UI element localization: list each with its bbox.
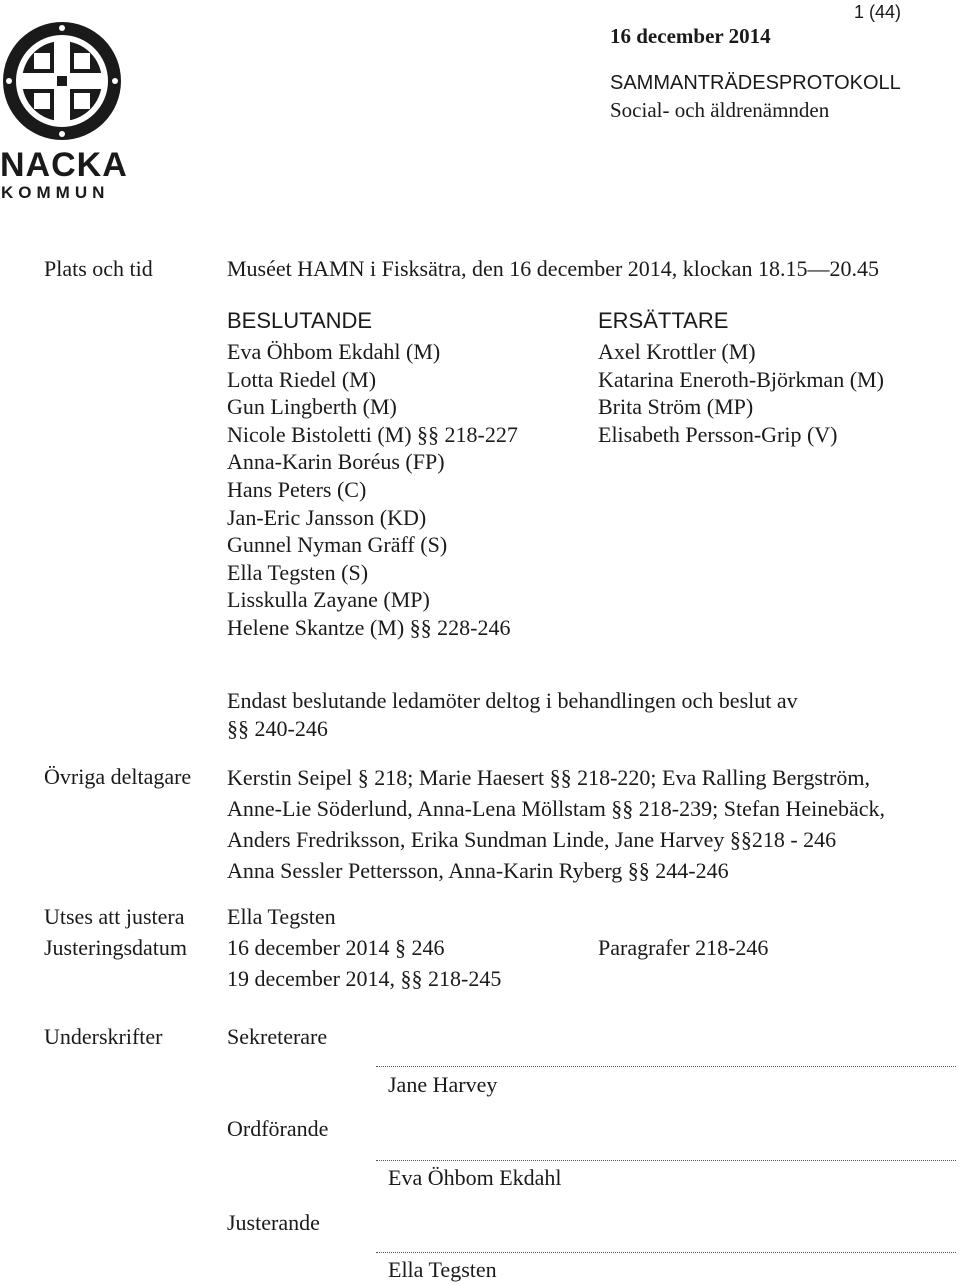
document-type: SAMMANTRÄDESPROTOKOLL — [610, 72, 901, 94]
committee-name: Social- och äldrenämnden — [610, 98, 830, 122]
list-item: Gun Lingberth (M) — [227, 394, 397, 420]
ovriga-list — [227, 762, 885, 886]
page-number: 1 (44) — [854, 2, 902, 22]
underskrifter-label: Underskrifter — [44, 1024, 163, 1049]
list-item: Kerstin Seipel § 218; Marie Haesert §§ 218-220; Eva Ralling Bergström, — [227, 765, 870, 790]
list-item: Katarina Eneroth-Björkman (M) — [598, 366, 884, 392]
list-item: Axel Krottler (M) — [598, 339, 756, 364]
list-item: Jan-Eric Jansson (KD) — [227, 504, 427, 530]
signer-role: Ordförande — [227, 1116, 329, 1141]
list-item: Brita Ström (MP) — [598, 394, 754, 420]
beslutande-list — [227, 338, 518, 642]
signer-name: Jane Harvey — [388, 1072, 498, 1097]
list-item: Nicole Bistoletti (M) §§ 218-227 — [227, 421, 518, 447]
paragrafer: Paragrafer 218-246 — [598, 935, 769, 960]
signature-line — [376, 1066, 956, 1067]
list-item: Anna-Karin Boréus (FP) — [227, 449, 445, 475]
signature-line — [376, 1160, 956, 1161]
logo-wordmark: NACKA — [0, 146, 128, 184]
nacka-logo — [0, 18, 128, 202]
justeringsdatum-line-1: 16 december 2014 § 246 — [227, 935, 445, 960]
justera-label: Utses att justera — [44, 904, 185, 929]
note-line-2: §§ 240-246 — [227, 716, 328, 741]
list-item: Gunnel Nyman Gräff (S) — [227, 532, 448, 558]
justeringsdatum-line-2: 19 december 2014, §§ 218-245 — [227, 966, 502, 991]
list-item: Eva Öhbom Ekdahl (M) — [227, 339, 441, 364]
nacka-emblem-icon — [0, 18, 125, 148]
list-item: Helene Skantze (M) §§ 228-246 — [227, 614, 511, 640]
signer-role: Sekreterare — [227, 1024, 328, 1049]
list-item: Anders Fredriksson, Erika Sundman Linde, Jane Harvey §§218 - 246 — [227, 827, 837, 852]
list-item: Hans Peters (C) — [227, 476, 367, 502]
list-item: Lotta Riedel (M) — [227, 366, 377, 392]
ovriga-label: Övriga deltagare — [44, 764, 192, 789]
list-item: Elisabeth Persson-Grip (V) — [598, 421, 838, 447]
place-label: Plats och tid — [44, 256, 153, 281]
list-item: Lisskulla Zayane (MP) — [227, 587, 430, 613]
place-value: Muséet HAMN i Fisksätra, den 16 december 2014, klockan 18.15—20.45 — [227, 256, 879, 281]
logo-subword: KOMMUN — [1, 183, 110, 202]
note-line-1: Endast beslutande ledamöter deltog i behandlingen och beslut av — [227, 688, 798, 713]
signer-name: Eva Öhbom Ekdahl — [388, 1165, 562, 1190]
justera-value: Ella Tegsten — [227, 904, 336, 929]
signer-name: Ella Tegsten — [388, 1257, 497, 1282]
list-item: Ella Tegsten (S) — [227, 559, 369, 585]
list-item: Anna Sessler Pettersson, Anna-Karin Ryberg §§ 244-246 — [227, 858, 729, 883]
ersattare-list — [598, 338, 884, 448]
beslutande-heading: BESLUTANDE — [227, 308, 373, 333]
list-item: Anne-Lie Söderlund, Anna-Lena Möllstam §§ 218-239; Stefan Heinebäck, — [227, 796, 886, 821]
signature-line — [376, 1252, 956, 1253]
meeting-date: 16 december 2014 — [610, 24, 771, 48]
signer-role: Justerande — [227, 1210, 320, 1235]
justeringsdatum-label: Justeringsdatum — [44, 935, 187, 960]
ersattare-heading: ERSÄTTARE — [598, 308, 729, 333]
